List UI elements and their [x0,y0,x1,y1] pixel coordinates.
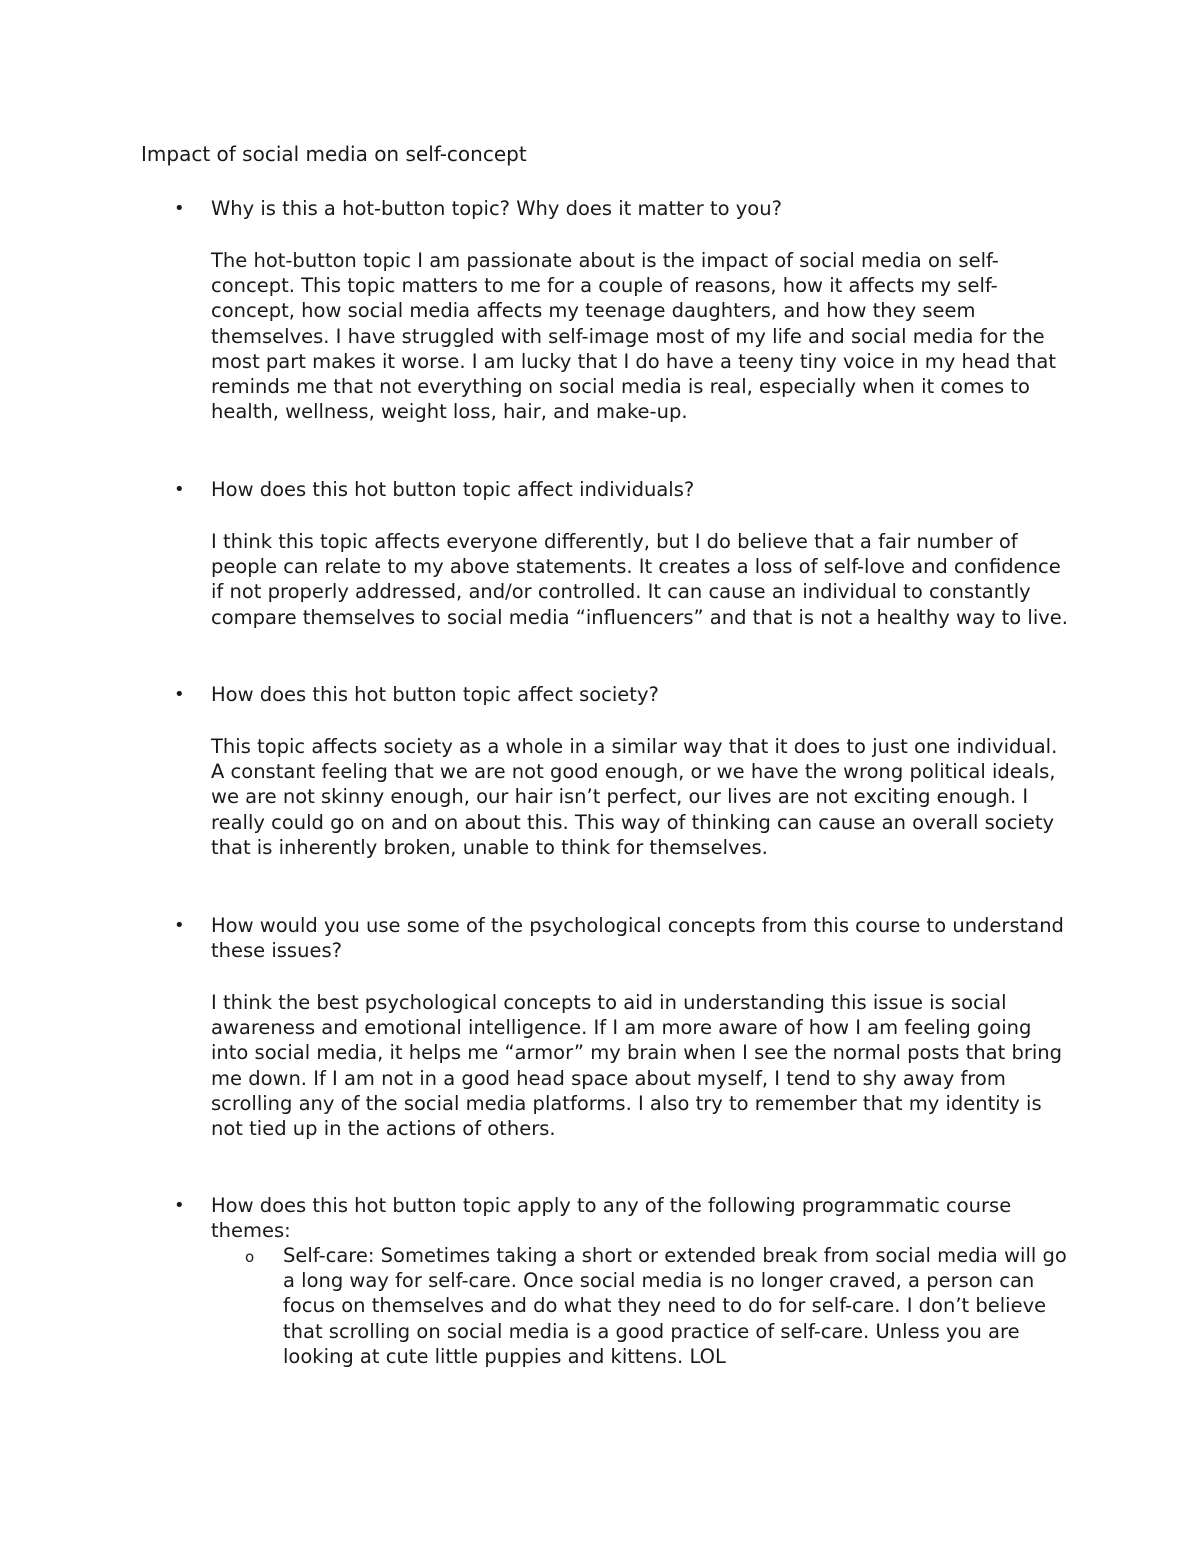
bullet-icon: • [174,1195,185,1216]
bullet-icon: • [174,198,185,219]
question-item [141,477,1071,502]
bullet-icon: • [174,479,185,500]
sub-list-item [141,1243,1073,1369]
document-title: Impact of social media on self-concept [141,142,527,166]
answer-paragraph: This topic affects society as a whole in a similar way that it does to just one individual. A constant feeling that we are not good enough, or we have the wrong political ideals, we are not skinny enough, our hair isn’t perfect, our lives are not exciting enough. I really could go on and on about this. This way of thinking can cause an overall society that is inherently broken, unable to think for themselves. [211,735,1058,859]
sub-item-text: Self-care: Sometimes taking a short or extended break from social media will go a long way for self-care. Once social media is no longer craved, a person can focus on themselves and do what they need to do for self-care. I don’t believe that scrolling on social media is a good practice of self-care. Unless you are looking at cute little puppies and kittens. LOL [283,1244,1067,1368]
question-text: How does this hot button topic affect society? [211,683,659,706]
question-section-5 [141,1193,1071,1369]
question-section-1 [141,196,1071,424]
question-section-2 [141,477,1071,630]
question-text: Why is this a hot-button topic? Why does it matter to you? [211,197,782,220]
question-section-3 [141,682,1071,860]
question-section-4 [141,913,1071,1141]
question-text: How would you use some of the psychological concepts from this course to understand these issues? [211,914,1064,962]
answer-paragraph: I think this topic affects everyone differently, but I do believe that a fair number of people can relate to my above statements. It creates a loss of self-love and confidence if not properly addressed, and/or controlled. It can cause an individual to constantly compare themselves to social media “influencers” and that is not a healthy way to live. [211,530,1068,629]
question-item [141,913,1071,963]
answer-paragraph: I think the best psychological concepts to aid in understanding this issue is social awareness and emotional intelligence. If I am more aware of how I am feeling going into social media, it helps me “armor” my brain when I see the normal posts that bring me down. If I am not in a good head space about myself, I tend to shy away from scrolling any of the social media platforms. I also try to remember that my identity is not tied up in the actions of others. [211,991,1062,1141]
bullet-icon: • [174,684,185,705]
answer-paragraph: The hot-button topic I am passionate about is the impact of social media on self-concept. This topic matters to me for a couple of reasons, how it affects my self-concept, how social media affects my teenage daughters, and how they seem themselves. I have struggled with self-image most of my life and social media for the most part makes it worse. I am lucky that I do have a teeny tiny voice in my head that reminds me that not everything on social media is real, especially when it comes to health, wellness, weight loss, hair, and make-up. [211,249,1056,424]
question-item [141,1193,1071,1243]
bullet-icon: • [174,915,185,936]
question-item [141,682,1071,707]
question-text: How does this hot button topic apply to any of the following programmatic course themes: [211,1194,1012,1242]
question-text: How does this hot button topic affect individuals? [211,478,695,501]
sub-bullet-icon: o [245,1248,255,1266]
question-item [141,196,1071,221]
